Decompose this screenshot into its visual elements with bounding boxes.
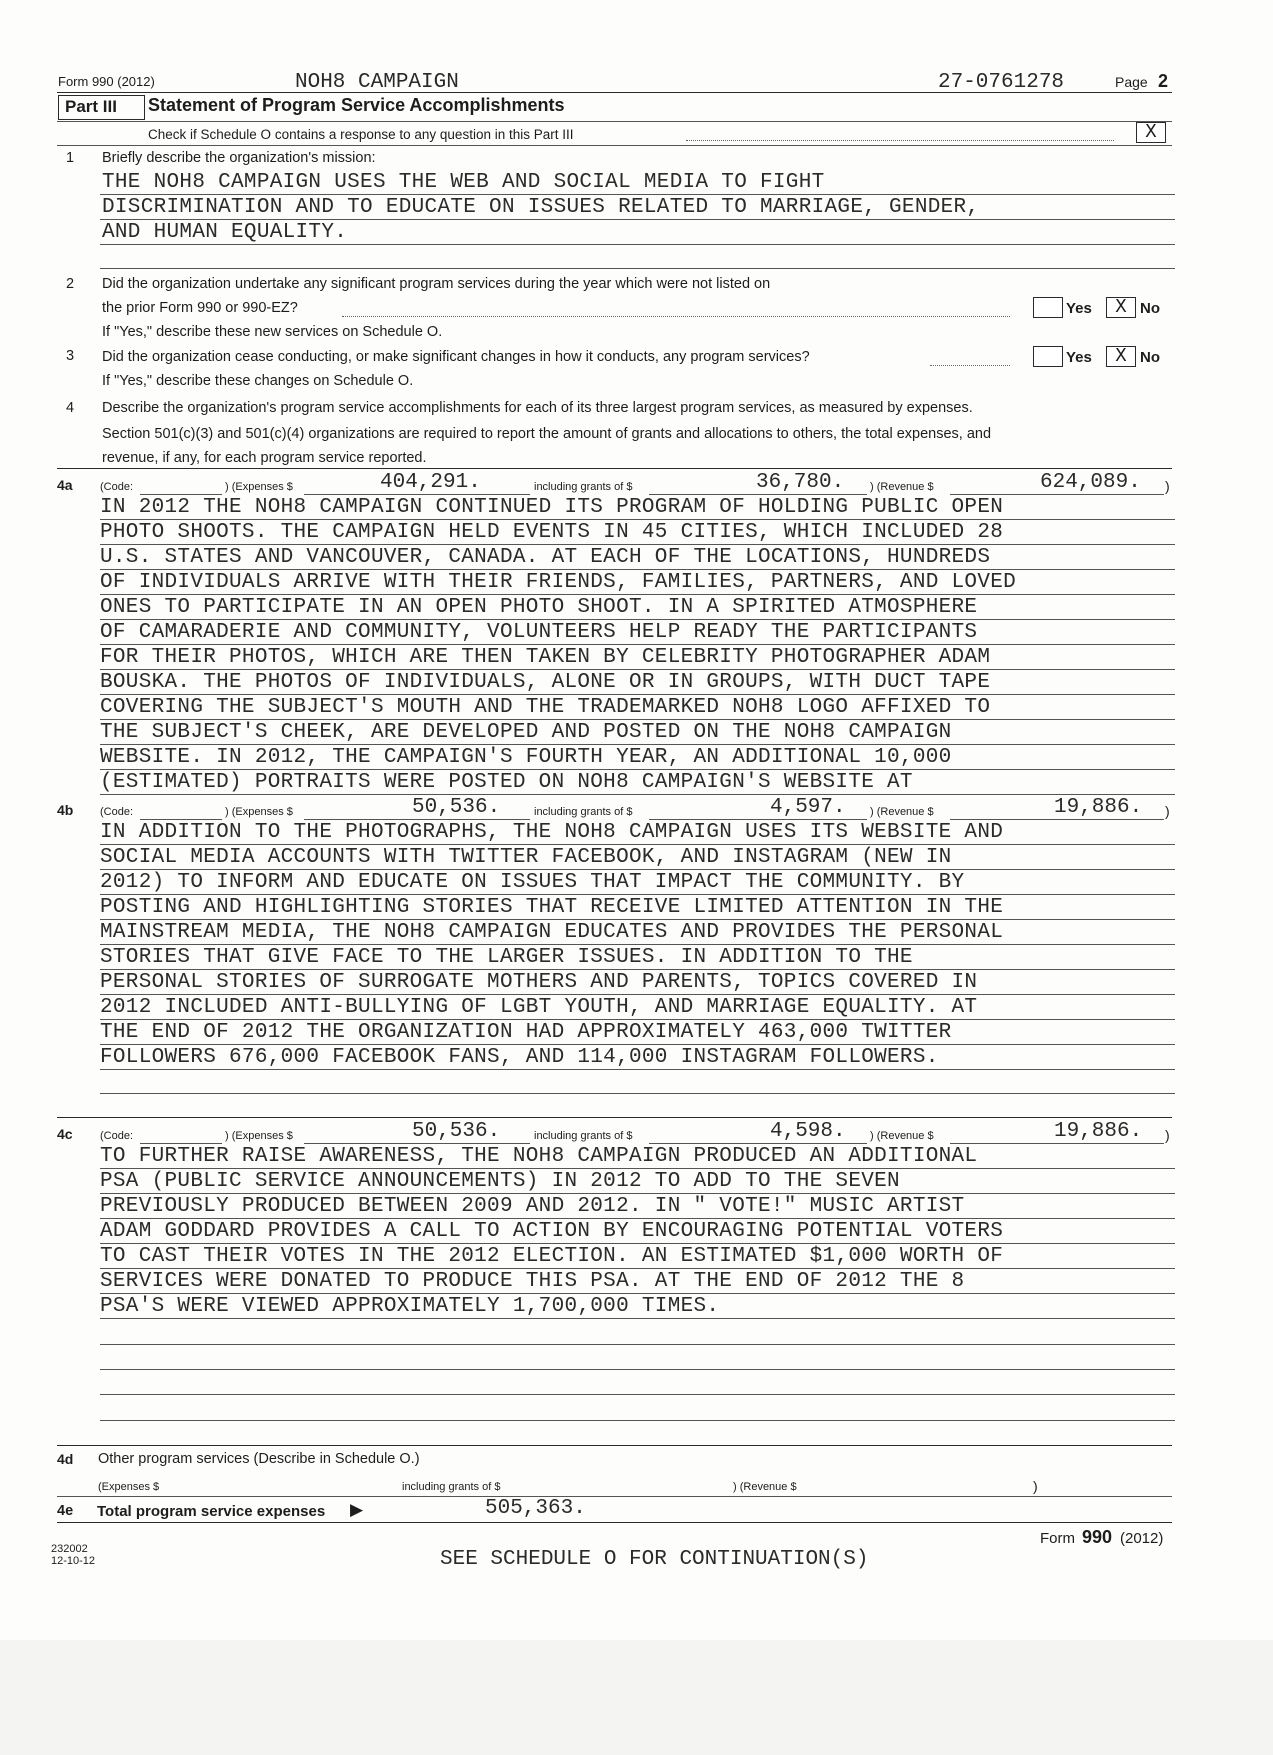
item-4a-revenue: 624,089. [1040,471,1141,494]
description-line: IN ADDITION TO THE PHOTOGRAPHS, THE NOH8 CAMPAIGN USES ITS WEBSITE AND [100,821,1004,844]
rule [100,1069,1175,1070]
grants-field [649,819,867,820]
item-4a-grants: 36,780. [756,471,845,494]
rule [100,919,1175,920]
revenue-label: ) (Revenue $ [870,806,934,818]
close-paren: ) [1165,1127,1170,1143]
rule [100,1218,1175,1219]
q3-no-label: No [1140,349,1160,366]
grants-label: including grants of $ [534,806,633,818]
item-4d-grants-label: including grants of $ [402,1481,501,1493]
description-line: ADAM GODDARD PROVIDES A CALL TO ACTION BY ENCOURAGING POTENTIAL VOTERS [100,1220,1004,1243]
description-line: BOUSKA. THE PHOTOS OF INDIVIDUALS, ALONE OR IN GROUPS, WITH DUCT TAPE [100,671,991,694]
q2-no-label: No [1140,300,1160,317]
part-rule [57,121,1172,122]
rule [100,219,1175,220]
rule [57,1522,1172,1523]
description-line: SERVICES WERE DONATED TO PRODUCE THIS PSA. AT THE END OF 2012 THE 8 [100,1270,965,1293]
code-field[interactable] [140,1143,222,1144]
description-line: THE SUBJECT'S CHEEK, ARE DEVELOPED AND POSTED ON THE NOH8 CAMPAIGN [100,721,952,744]
description-line: MAINSTREAM MEDIA, THE NOH8 CAMPAIGN EDUCATES AND PROVIDES THE PERSONAL [100,921,1004,944]
rule [100,744,1175,745]
rule [100,869,1175,870]
q1-text: Briefly describe the organization's mission: [102,150,376,166]
q4-number: 4 [66,400,75,416]
expenses-label: ) (Expenses $ [225,806,293,818]
description-line: PREVIOUSLY PRODUCED BETWEEN 2009 AND 2012. IN " VOTE!" MUSIC ARTIST [100,1195,965,1218]
item-4c-grants: 4,598. [770,1120,846,1143]
part-label: Part III [65,97,117,116]
page-label: Page [1115,74,1148,90]
rule [100,844,1175,845]
rule [100,719,1175,720]
description-line: (ESTIMATED) PORTRAITS WERE POSTED ON NOH8 CAMPAIGN'S WEBSITE AT [100,771,913,794]
item-4e-total: 505,363. [485,1497,586,1520]
q3-yes-checkbox[interactable] [1033,346,1063,367]
q2-no-checkbox[interactable]: X [1106,297,1136,318]
description-line: PSA'S WERE VIEWED APPROXIMATELY 1,700,000 TIMES. [100,1295,720,1318]
rule [100,969,1175,970]
rule [100,1019,1175,1020]
q3-yes-label: Yes [1066,349,1092,366]
rule [100,894,1175,895]
q3-number: 3 [66,348,75,364]
description-line: IN 2012 THE NOH8 CAMPAIGN CONTINUED ITS PROGRAM OF HOLDING PUBLIC OPEN [100,496,1004,519]
rule [100,544,1175,545]
rule [100,1044,1175,1045]
rule [100,268,1175,269]
rule [100,194,1175,195]
description-line: ONES TO PARTICIPATE IN AN OPEN PHOTO SHOOT. IN A SPIRITED ATMOSPHERE [100,596,978,619]
expenses-field [304,819,530,820]
q3-no-checkbox[interactable]: X [1106,346,1136,367]
rule [100,1369,1175,1370]
footer-form-number: 990 [1082,1527,1113,1547]
rule [57,1117,1172,1118]
rule [100,1093,1175,1094]
leader-dots [686,140,1114,141]
revenue-field [950,1143,1164,1144]
q2-number: 2 [66,276,75,292]
q2-note: If "Yes," describe these new services on Schedule O. [102,324,443,340]
rule [100,694,1175,695]
footer-code1: 232002 [51,1543,88,1555]
description-line: PHOTO SHOOTS. THE CAMPAIGN HELD EVENTS IN 45 CITIES, WHICH INCLUDED 28 [100,521,1004,544]
rule [57,468,1172,469]
expenses-field [304,494,530,495]
rule [100,944,1175,945]
schedule-o-checkbox[interactable]: X [1136,122,1166,143]
q3-line1: Did the organization cease conducting, or make significant changes in how it conducts, any program services? [102,349,810,365]
description-line: OF INDIVIDUALS ARRIVE WITH THEIR FRIENDS, FAMILIES, PARTNERS, AND LOVED [100,571,1017,594]
rule [57,1445,1172,1446]
schedule-o-check-text: Check if Schedule O contains a response to any question in this Part III [148,127,574,142]
grants-field [649,494,867,495]
ein: 27-0761278 [938,71,1065,94]
close-paren: ) [1033,1478,1038,1494]
org-name: NOH8 CAMPAIGN [295,71,459,94]
form-label: Form 990 (2012) [58,74,155,89]
leader-dots [930,365,1010,366]
description-line: PSA (PUBLIC SERVICE ANNOUNCEMENTS) IN 2012 TO ADD TO THE SEVEN [100,1170,900,1193]
grants-label: including grants of $ [534,1130,633,1142]
rule [100,519,1175,520]
q1-number: 1 [66,150,75,166]
item-4d-revenue-label: ) (Revenue $ [733,1481,797,1493]
rule [100,1420,1175,1421]
page-number: 2 [1158,71,1169,91]
q1-answer-line: DISCRIMINATION AND TO EDUCATE ON ISSUES RELATED TO MARRIAGE, GENDER, [102,196,980,219]
code-label: (Code: [100,1130,134,1142]
description-line: THE END OF 2012 THE ORGANIZATION HAD APPROXIMATELY 463,000 TWITTER [100,1021,952,1044]
item-4a-expenses: 404,291. [380,471,481,494]
rule [100,1193,1175,1194]
item-4c-number: 4c [57,1126,73,1142]
item-4a-number: 4a [57,477,73,493]
item-4e-label: Total program service expenses [97,1503,326,1520]
description-line: SOCIAL MEDIA ACCOUNTS WITH TWITTER FACEBOOK, AND INSTAGRAM (NEW IN [100,846,952,869]
code-label: (Code: [100,806,134,818]
code-label: (Code: [100,481,134,493]
header-rule [57,92,1172,93]
description-line: POSTING AND HIGHLIGHTING STORIES THAT RECEIVE LIMITED ATTENTION IN THE [100,896,1004,919]
item-4b-expenses: 50,536. [412,796,501,819]
item-4d-number: 4d [57,1451,74,1467]
close-paren: ) [1165,803,1170,819]
description-line: WEBSITE. IN 2012, THE CAMPAIGN'S FOURTH YEAR, AN ADDITIONAL 10,000 [100,746,952,769]
q2-yes-checkbox[interactable] [1033,297,1063,318]
description-line: TO FURTHER RAISE AWARENESS, THE NOH8 CAMPAIGN PRODUCED AN ADDITIONAL [100,1145,978,1168]
description-line: STORIES THAT GIVE FACE TO THE LARGER ISSUES. IN ADDITION TO THE [100,946,913,969]
revenue-field [950,494,1164,495]
rule [100,594,1175,595]
rule [57,1496,1172,1497]
expenses-label: ) (Expenses $ [225,481,293,493]
description-line: COVERING THE SUBJECT'S MOUTH AND THE TRADEMARKED NOH8 LOGO AFFIXED TO [100,696,991,719]
item-4c-revenue: 19,886. [1054,1120,1143,1143]
item-4b-revenue: 19,886. [1054,796,1143,819]
grants-label: including grants of $ [534,481,633,493]
code-field[interactable] [140,494,222,495]
revenue-field [950,819,1164,820]
item-4c-expenses: 50,536. [412,1120,501,1143]
expenses-label: ) (Expenses $ [225,1130,293,1142]
description-line: PERSONAL STORIES OF SURROGATE MOTHERS AND PARENTS, TOPICS COVERED IN [100,971,978,994]
grants-field [649,1143,867,1144]
expenses-field [304,1143,530,1144]
rule [100,1243,1175,1244]
description-line: 2012) TO INFORM AND EDUCATE ON ISSUES THAT IMPACT THE COMMUNITY. BY [100,871,965,894]
description-line: 2012 INCLUDED ANTI-BULLYING OF LGBT YOUTH, AND MARRIAGE EQUALITY. AT [100,996,978,1019]
footer-code2: 12-10-12 [51,1555,96,1567]
q1-answer-line: THE NOH8 CAMPAIGN USES THE WEB AND SOCIAL MEDIA TO FIGHT [102,171,825,194]
description-line: FOR THEIR PHOTOS, WHICH ARE THEN TAKEN BY CELEBRITY PHOTOGRAPHER ADAM [100,646,991,669]
q4-line2: Section 501(c)(3) and 501(c)(4) organizations are required to report the amount of grants and allocations to others, the total expenses, and [102,426,992,442]
revenue-label: ) (Revenue $ [870,1130,934,1142]
rule [100,1344,1175,1345]
q2-yes-label: Yes [1066,300,1092,317]
q2-line1: Did the organization undertake any significant program services during the year which were not listed on [102,276,771,292]
item-4e-number: 4e [57,1503,74,1519]
description-line: FOLLOWERS 676,000 FACEBOOK FANS, AND 114,000 INSTAGRAM FOLLOWERS. [100,1046,939,1069]
rule [100,244,1175,245]
q1-answer-line: AND HUMAN EQUALITY. [102,221,348,244]
leader-dots [342,316,1010,317]
code-field[interactable] [140,819,222,820]
q4-line1: Describe the organization's program service accomplishments for each of its three largest program services, as measured by expenses. [102,400,973,416]
rule [100,1394,1175,1395]
description-line: TO CAST THEIR VOTES IN THE 2012 ELECTION. AN ESTIMATED $1,000 WORTH OF [100,1245,1004,1268]
rule [100,669,1175,670]
q2-line2: the prior Form 990 or 990-EZ? [102,300,298,316]
item-4b-grants: 4,597. [770,796,846,819]
part-badge [58,95,145,120]
arrow-right-icon: ▶ [350,1500,364,1519]
revenue-label: ) (Revenue $ [870,481,934,493]
rule [100,644,1175,645]
rule [100,1318,1175,1319]
close-paren: ) [1165,478,1170,494]
rule [100,1293,1175,1294]
item-4b-number: 4b [57,802,74,818]
rule [100,619,1175,620]
rule [100,1168,1175,1169]
rule [100,1268,1175,1269]
item-4d-text: Other program services (Describe in Schedule O.) [98,1451,420,1467]
rule [100,994,1175,995]
rule [57,145,1172,146]
item-4d-expenses-label: (Expenses $ [98,1481,160,1493]
rule [100,569,1175,570]
part-title: Statement of Program Service Accomplishments [148,95,565,115]
rule [100,769,1175,770]
rule [100,794,1175,795]
footer-form-prefix: Form [1040,1530,1075,1547]
q3-note: If "Yes," describe these changes on Schedule O. [102,373,414,389]
q4-line3: revenue, if any, for each program service reported. [102,450,427,466]
footer-form-year: (2012) [1120,1530,1164,1547]
description-line: OF CAMARADERIE AND COMMUNITY, VOLUNTEERS HELP READY THE PARTICIPANTS [100,621,978,644]
description-line: U.S. STATES AND VANCOUVER, CANADA. AT EACH OF THE LOCATIONS, HUNDREDS [100,546,991,569]
continuation-note: SEE SCHEDULE O FOR CONTINUATION(S) [440,1548,869,1571]
